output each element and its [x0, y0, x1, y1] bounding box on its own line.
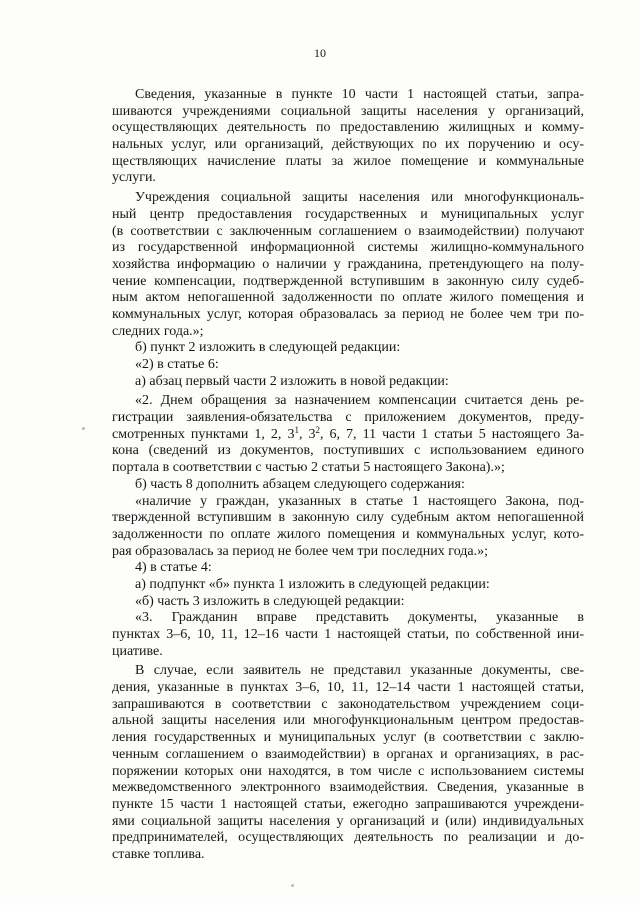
text-line: шиваются учреждениями социальной защиты населения у организаций,	[112, 103, 584, 119]
text-line: хозяйства информацию о наличии у гражданина, претендующего на полу-	[112, 256, 584, 272]
text-line: твержденной вступившим в законную силу судебным актом непогашенной	[112, 510, 584, 526]
text-line: а) абзац первый части 2 изложить в новой редакции:	[135, 373, 449, 389]
text-line: ществляющих начисление платы за жилое помещение и коммунальные	[112, 153, 584, 169]
text-line: услуги.	[112, 170, 156, 186]
text-line: (в соответствии с заключенным соглашением о взаимодействии) получают	[112, 223, 584, 239]
text-line: циативе.	[112, 643, 163, 659]
text-line: «б) часть 3 изложить в следующей редакции:	[135, 593, 405, 609]
text-line: межведомственного электронного взаимодействия. Сведения, указанные в	[112, 780, 584, 796]
text-line: «2) в статье 6:	[135, 357, 219, 372]
text-line: осуществляющих деятельность по предоставлению жилищных и комму-	[112, 120, 584, 136]
scan-artifact	[82, 427, 85, 430]
text-line: 4) в статье 4:	[135, 560, 212, 576]
text-line: гистрации заявления-обязательства с приложением документов, преду-	[112, 410, 584, 426]
text-line: кона (сведений из документов, поступивших с использованием единого	[112, 443, 584, 459]
text-line: ным актом непогашенной задолженности по оплате жилого помещения и	[112, 290, 584, 306]
text-line: чение компенсации, подтвержденной вступившим в законную силу судеб-	[112, 273, 584, 289]
text-line: «3. Гражданин вправе представить документы, указанные в	[135, 610, 584, 626]
text-line: предпринимателей, осуществляющих деятельность по реализации и до-	[112, 830, 584, 846]
text-line: смотренных пунктами 1, 2, $3^1$, $3^2$, 6, 7, 11 части 1 статьи 5 настоящего За-	[112, 424, 585, 442]
text-line: дения, указанные в пунктах 3–6, 10, 11, 12–14 части 1 настоящей статьи,	[112, 680, 584, 696]
text-line: рая образовалась за период не более чем три последних года.»;	[112, 543, 489, 559]
text-line: Сведения, указанные в пункте 10 части 1 настоящей статьи, запра-	[135, 87, 584, 102]
text-line: ления государственных и муниципальных услуг (в соответствии с заклю-	[112, 730, 584, 746]
text-line: задолженности по оплате жилого помещения и коммунальных услуг, кото-	[112, 526, 584, 542]
text-line: поряжении которых они находятся, в том числе с использованием системы	[112, 763, 584, 779]
text-line: запрашиваются в соответствии с законодательством учреждением соци-	[112, 696, 584, 712]
page-number: 10	[314, 46, 326, 60]
text-line: Учреждения социальной защиты населения или многофункциональ-	[135, 190, 584, 206]
document-body	[112, 87, 584, 864]
text-line: ный центр предоставления государственных и муниципальных услуг	[112, 206, 584, 222]
text-line: В случае, если заявитель не представил указанные документы, све-	[135, 663, 584, 679]
text-line: ями социальной защиты населения у организаций и (или) индивидуальных	[112, 813, 584, 829]
text-line: из государственной информационной системы жилищно-коммунального	[112, 240, 584, 256]
text-line: пунктах 3–6, 10, 11, 12–16 части 1 настоящей статьи, по собственной ини-	[112, 627, 584, 642]
text-line: пункте 15 части 1 настоящей статьи, ежегодно запрашиваются учреждени-	[112, 796, 584, 812]
text-line: «2. Днем обращения за назначением компенсации считается день ре-	[135, 393, 584, 409]
scan-artifact	[291, 884, 294, 887]
text-line: б) часть 8 дополнить абзацем следующего содержания:	[135, 476, 465, 492]
text-line: коммунальных услуг, которая образовалась за период не более чем три по-	[112, 306, 584, 322]
text-line: «наличие у граждан, указанных в статье 1 настоящего Закона, под-	[135, 493, 584, 509]
text-line: следних года.»;	[112, 323, 204, 339]
text-line: ставке топлива.	[112, 846, 205, 862]
text-line: ченным соглашением о взаимодействии) в органах и организациях, в рас-	[112, 746, 584, 762]
text-line: портала в соответствии с частью 2 статьи 5 настоящего Закона).»;	[112, 460, 505, 476]
text-line: б) пункт 2 изложить в следующей редакции:	[135, 340, 401, 356]
text-line: нальных услуг, или организаций, действующих по их поручению и осу-	[112, 137, 584, 153]
text-line: альной защиты населения или многофункциональным центром предостав-	[112, 713, 584, 729]
text-line: а) подпункт «б» пункта 1 изложить в следующей редакции:	[135, 576, 490, 592]
